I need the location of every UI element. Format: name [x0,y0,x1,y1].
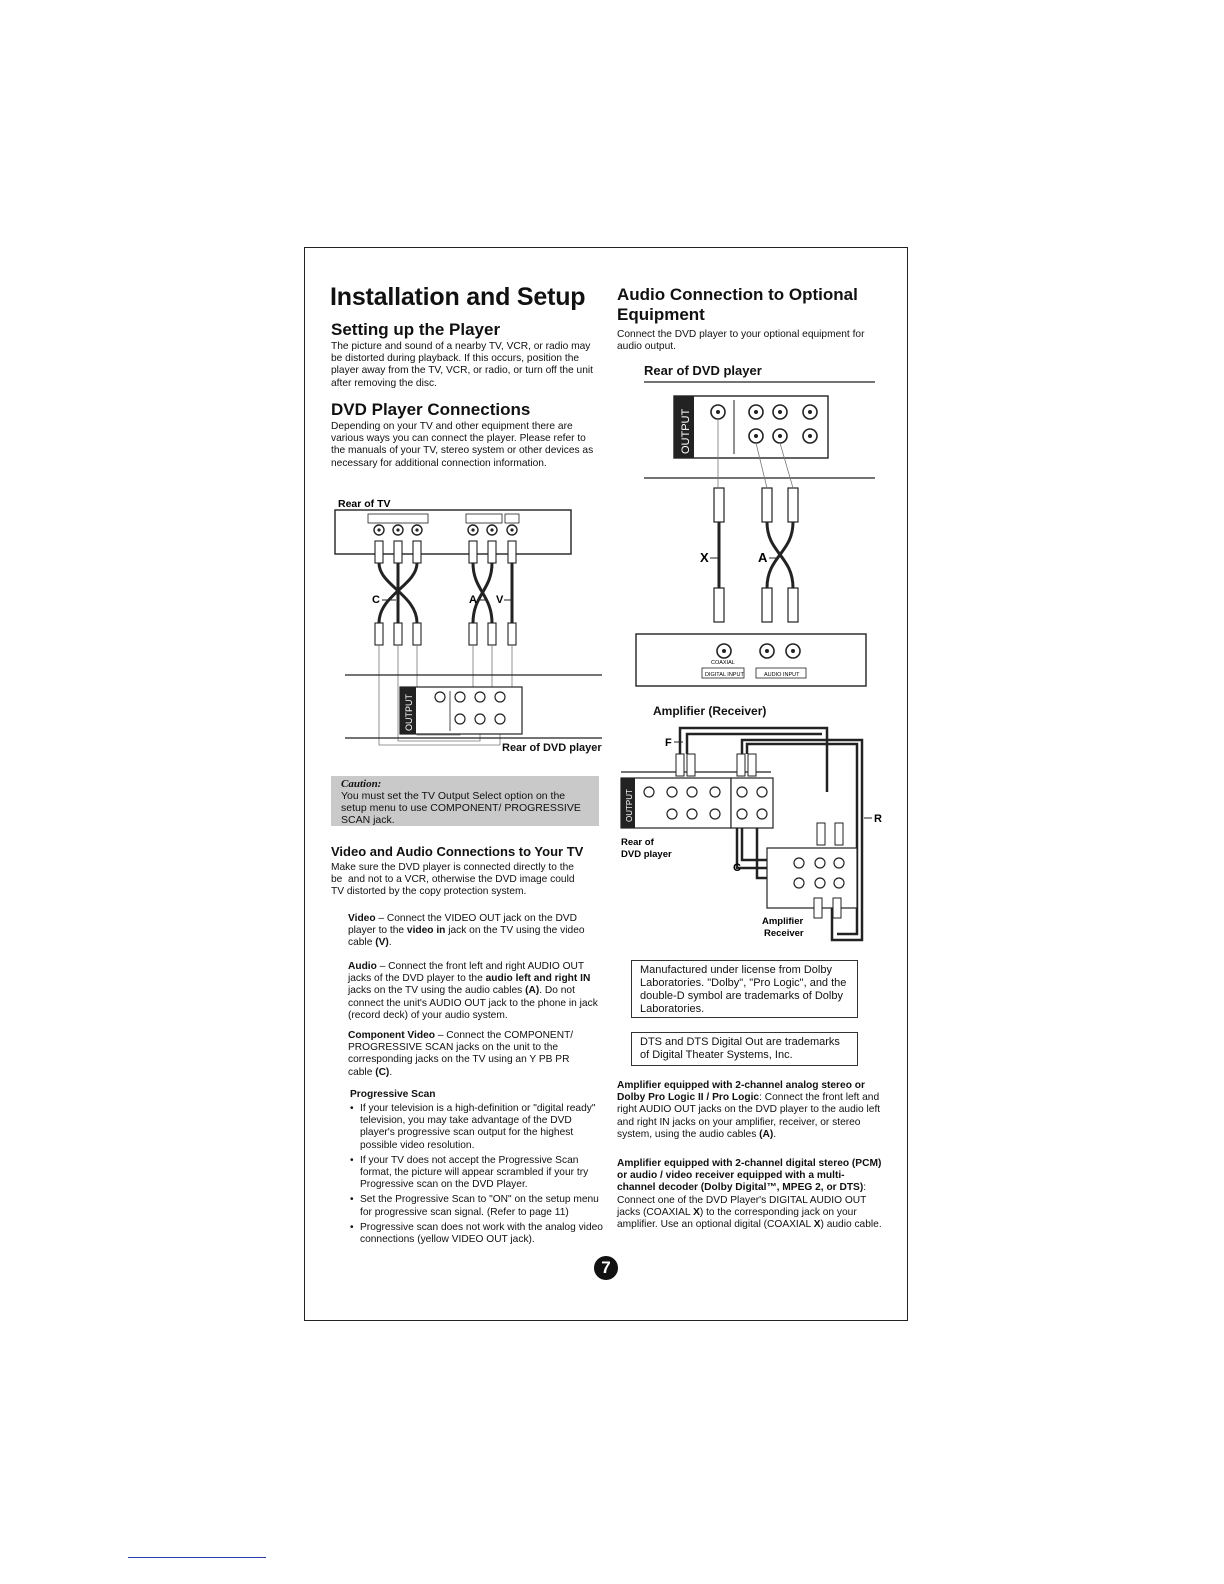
amp-amplifier: Amplifier [762,916,804,927]
amp-analog-bold: Amplifier equipped with 2-channel analog stereo or Dolby Pro Logic II / Pro Logic [617,1080,865,1104]
connections-text: Depending on your TV and other equipment there are various ways you can connect the player. Please refer to the manuals of your TV, stereo system or other devices as necessary for additional connection information. [331,421,594,469]
label-x: X [700,550,709,565]
label-r: R [874,813,882,825]
amp-digital-body-3: ) audio cable. [820,1219,882,1231]
intro-line-3b: distorted by the copy protection system. [346,886,527,898]
component-text: – Connect the COMPONENT/ PROGRESSIVE SCAN jacks on the unit to the corresponding jacks on the TV using an Y PB PR cable [348,1030,574,1078]
label-a-audio: A [758,550,768,565]
amp-digital-body: : Connect one of the DVD Player's DIGITAL AUDIO OUT jacks (COAXIAL [617,1182,867,1218]
caution-title: Caution: [341,778,382,790]
intro-line-1: Make sure the DVD player is connected directly to the [331,862,574,873]
amp-digital-bold: Amplifier equipped with 2-channel digital stereo (PCM) or audio / video receiver equipped with a multi-channel decoder (Dolby Digital™, MPEG 2, or DTS) [617,1158,882,1194]
amp-digital-x1: X [693,1206,700,1218]
video-cable: (V) [375,937,389,949]
amp-rear-of: Rear of [621,837,654,848]
progressive-item: • Set the Progressive Scan to "ON" on the setup menu for progressive scan signal. (Refer to page 11) [360,1194,608,1218]
setup-text: The picture and sound of a nearby TV, VCR, or radio may be distorted during playback. If this occurs, position the player away from the TV, VCR, or radio, or turn off the unit after removing the disc. [331,341,593,389]
intro-line-2a: be [331,874,343,886]
video-audio-intro [331,862,601,899]
rear-dvd-label: Rear of DVD player [502,742,602,754]
label-f: F [665,737,672,749]
component-cable: (C) [375,1066,390,1078]
audio-connection-diagram [630,378,875,690]
label-c: C [372,594,380,606]
amplifier-title: Amplifier (Receiver) [653,704,767,718]
progressive-list [348,1103,608,1249]
audio-optional-text: Connect the DVD player to your optional equipment for audio output. [617,329,865,353]
audio-label: Audio [348,961,377,972]
component-label: Component Video [348,1030,435,1041]
dts-notice: DTS and DTS Digital Out are trademarks of Digital Theater Systems, Inc. [631,1032,858,1066]
caution-box [331,776,599,826]
audio-bold: audio left and right IN [485,973,591,985]
tv-connection-diagram [330,495,610,755]
page-title: Installation and Setup [330,283,586,311]
audio-text-1: – Connect the front left and right AUDIO OUT jacks of the DVD player to the [348,961,584,985]
progressive-item: • Progressive scan does not work with the analog video connections (yellow VIDEO OUT jack). [360,1222,608,1246]
video-audio-heading: Video and Audio Connections to Your TV [331,844,584,859]
component-instruction: Component Video – Connect the COMPONENT/ PROGRESSIVE SCAN jacks on the unit to the corresponding jacks on the TV using an Y PB PR cable (C). [348,1030,574,1078]
intro-line-2b: and not to a VCR, otherwise the DVD image could [348,874,575,886]
amp-dvd-player: DVD player [621,849,672,860]
label-a: A [469,594,477,606]
progressive-item: • If your TV does not accept the Progressive Scan format, the picture will appear scrambled if your try Progressive scan on the DVD Player. [360,1155,608,1192]
progressive-item: • If your television is a high-definition or "digital ready" television, you may take advantage of the DVD player's progressive scan output for the highest possible video resolution. [360,1103,608,1152]
dolby-notice: Manufactured under license from Dolby Laboratories. "Dolby", "Pro Logic", and the double-D symbol are trademarks of Dolby Laboratories. [631,960,858,1018]
amp-analog-text: Amplifier equipped with 2-channel analog stereo or Dolby Pro Logic II / Pro Logic: Connect the front left and right AUDIO OUT jacks on the DVD player to the audio left and right IN jacks on your amplifier, receiver, or stereo system, using the audio cables (A). [617,1080,881,1140]
audio-output-label: OUTPUT [680,408,692,454]
digital-input-label: DIGITAL INPUT [705,672,744,678]
intro-line-3a: TV [331,886,345,898]
intro-line-3 [331,886,601,898]
label-c-amp: C [733,862,741,874]
amp-digital-text [617,1158,883,1231]
video-instruction: Video – Connect the VIDEO OUT jack on the DVD player to the video in jack on the TV using the video cable (V). [348,913,585,949]
video-label: Video [348,913,376,924]
amp-digital-body-2: ) to the corresponding jack on your amplifier. Use an optional digital (COAXIAL [617,1206,857,1231]
coaxial-label: COAXIAL [711,660,735,666]
setup-heading: Setting up the Player [331,320,501,339]
audio-input-label: AUDIO INPUT [764,672,800,678]
audio-rear-dvd-label: Rear of DVD player [644,363,762,378]
amp-output-label: OUTPUT [625,789,634,822]
rear-tv-label: Rear of TV [338,498,391,510]
connections-heading: DVD Player Connections [331,400,531,419]
amp-analog-body: : Connect the front left and right AUDIO OUT jacks on the DVD player to the audio left and right IN jacks on your amplifier, receiver, or stereo system, using the audio cables [617,1092,881,1140]
video-text-2: jack on the TV using the video cable [348,925,585,949]
audio-cable: (A) [525,985,540,997]
footer-line [128,1557,266,1558]
amp-analog-cable: (A) [759,1128,774,1140]
video-bold: video in [406,925,446,937]
caution-text: You must set the TV Output Select option on the setup menu to use COMPONENT/ PROGRESSIVE SCAN jack. [341,790,581,826]
video-text-1: – Connect the VIDEO OUT jack on the DVD player to the [348,913,577,937]
label-v: V [496,594,504,606]
amp-receiver: Receiver [764,928,804,939]
amplifier-diagram [617,718,887,950]
audio-instruction [348,961,598,1022]
audio-text-3: . Do not connect the unit's AUDIO OUT jack to the phone in jack (record deck) of your audio system. [348,985,598,1021]
audio-optional-heading: Audio Connection to Optional Equipment [617,285,858,324]
dvd-output-label: OUTPUT [404,694,414,731]
intro-line-2 [331,874,601,886]
amp-digital-x2: X [813,1219,821,1231]
page-number: 7 [594,1256,618,1280]
progressive-heading: Progressive Scan [350,1089,436,1100]
audio-text-2: jacks on the TV using the audio cables [348,985,526,997]
